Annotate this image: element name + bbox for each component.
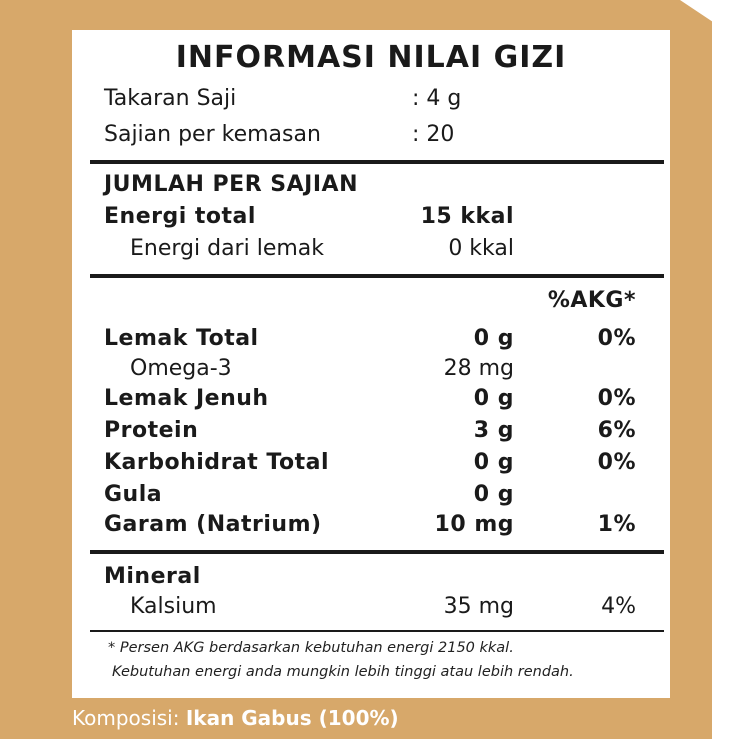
mineral-amount: 35 mg — [443, 594, 514, 619]
divider-thick-1 — [90, 160, 664, 164]
composition-label: Komposisi: — [72, 706, 180, 730]
footnote-line-2: Kebutuhan energi anda mungkin lebih tinggi atau lebih rendah. — [112, 664, 574, 680]
nutrient-amount: 0 g — [473, 386, 514, 411]
servings-per-pack-label: Sajian per kemasan — [104, 122, 321, 147]
nutrient-amount: 0 g — [473, 482, 514, 507]
energy-fat-value: 0 kkal — [448, 236, 514, 261]
servings-per-pack-value: : 20 — [412, 122, 455, 147]
mineral-name: Kalsium — [130, 594, 217, 619]
nutrient-amount: 3 g — [473, 418, 514, 443]
nutrition-title: INFORMASI NILAI GIZI — [175, 40, 567, 75]
nutrient-name: Omega-3 — [130, 356, 232, 381]
akg-header: %AKG* — [547, 288, 636, 313]
nutrient-akg: 6% — [597, 418, 636, 443]
nutrition-facts-panel — [72, 30, 670, 698]
mineral-heading: Mineral — [104, 564, 201, 589]
energy-total-value: 15 kkal — [420, 204, 514, 229]
divider-thin — [90, 630, 664, 632]
nutrient-name: Lemak Total — [104, 326, 259, 351]
nutrient-akg: 0% — [597, 386, 636, 411]
footnote-line-1: * Persen AKG berdasarkan kebutuhan energi 2150 kkal. — [108, 640, 514, 656]
nutrient-amount: 28 mg — [443, 356, 514, 381]
nutrient-akg: 1% — [597, 512, 636, 537]
nutrient-akg: 0% — [597, 326, 636, 351]
nutrient-name: Garam (Natrium) — [104, 512, 322, 537]
nutrient-name: Lemak Jenuh — [104, 386, 269, 411]
mineral-akg: 4% — [601, 594, 636, 619]
nutrient-name: Protein — [104, 418, 199, 443]
nutrient-akg: 0% — [597, 450, 636, 475]
composition-line — [72, 706, 399, 730]
nutrient-amount: 0 g — [473, 326, 514, 351]
serving-size-label: Takaran Saji — [104, 86, 237, 111]
energy-fat-label: Energi dari lemak — [130, 236, 325, 261]
nutrient-name: Gula — [104, 482, 163, 507]
divider-thick-2 — [90, 274, 664, 278]
composition-value: Ikan Gabus (100%) — [185, 706, 399, 730]
divider-thick-3 — [90, 550, 664, 554]
per-serving-heading: JUMLAH PER SAJIAN — [104, 172, 358, 197]
nutrient-amount: 10 mg — [434, 512, 514, 537]
serving-size-value: : 4 g — [412, 86, 462, 111]
energy-total-label: Energi total — [104, 204, 256, 229]
nutrient-amount: 0 g — [473, 450, 514, 475]
nutrient-name: Karbohidrat Total — [104, 450, 330, 475]
